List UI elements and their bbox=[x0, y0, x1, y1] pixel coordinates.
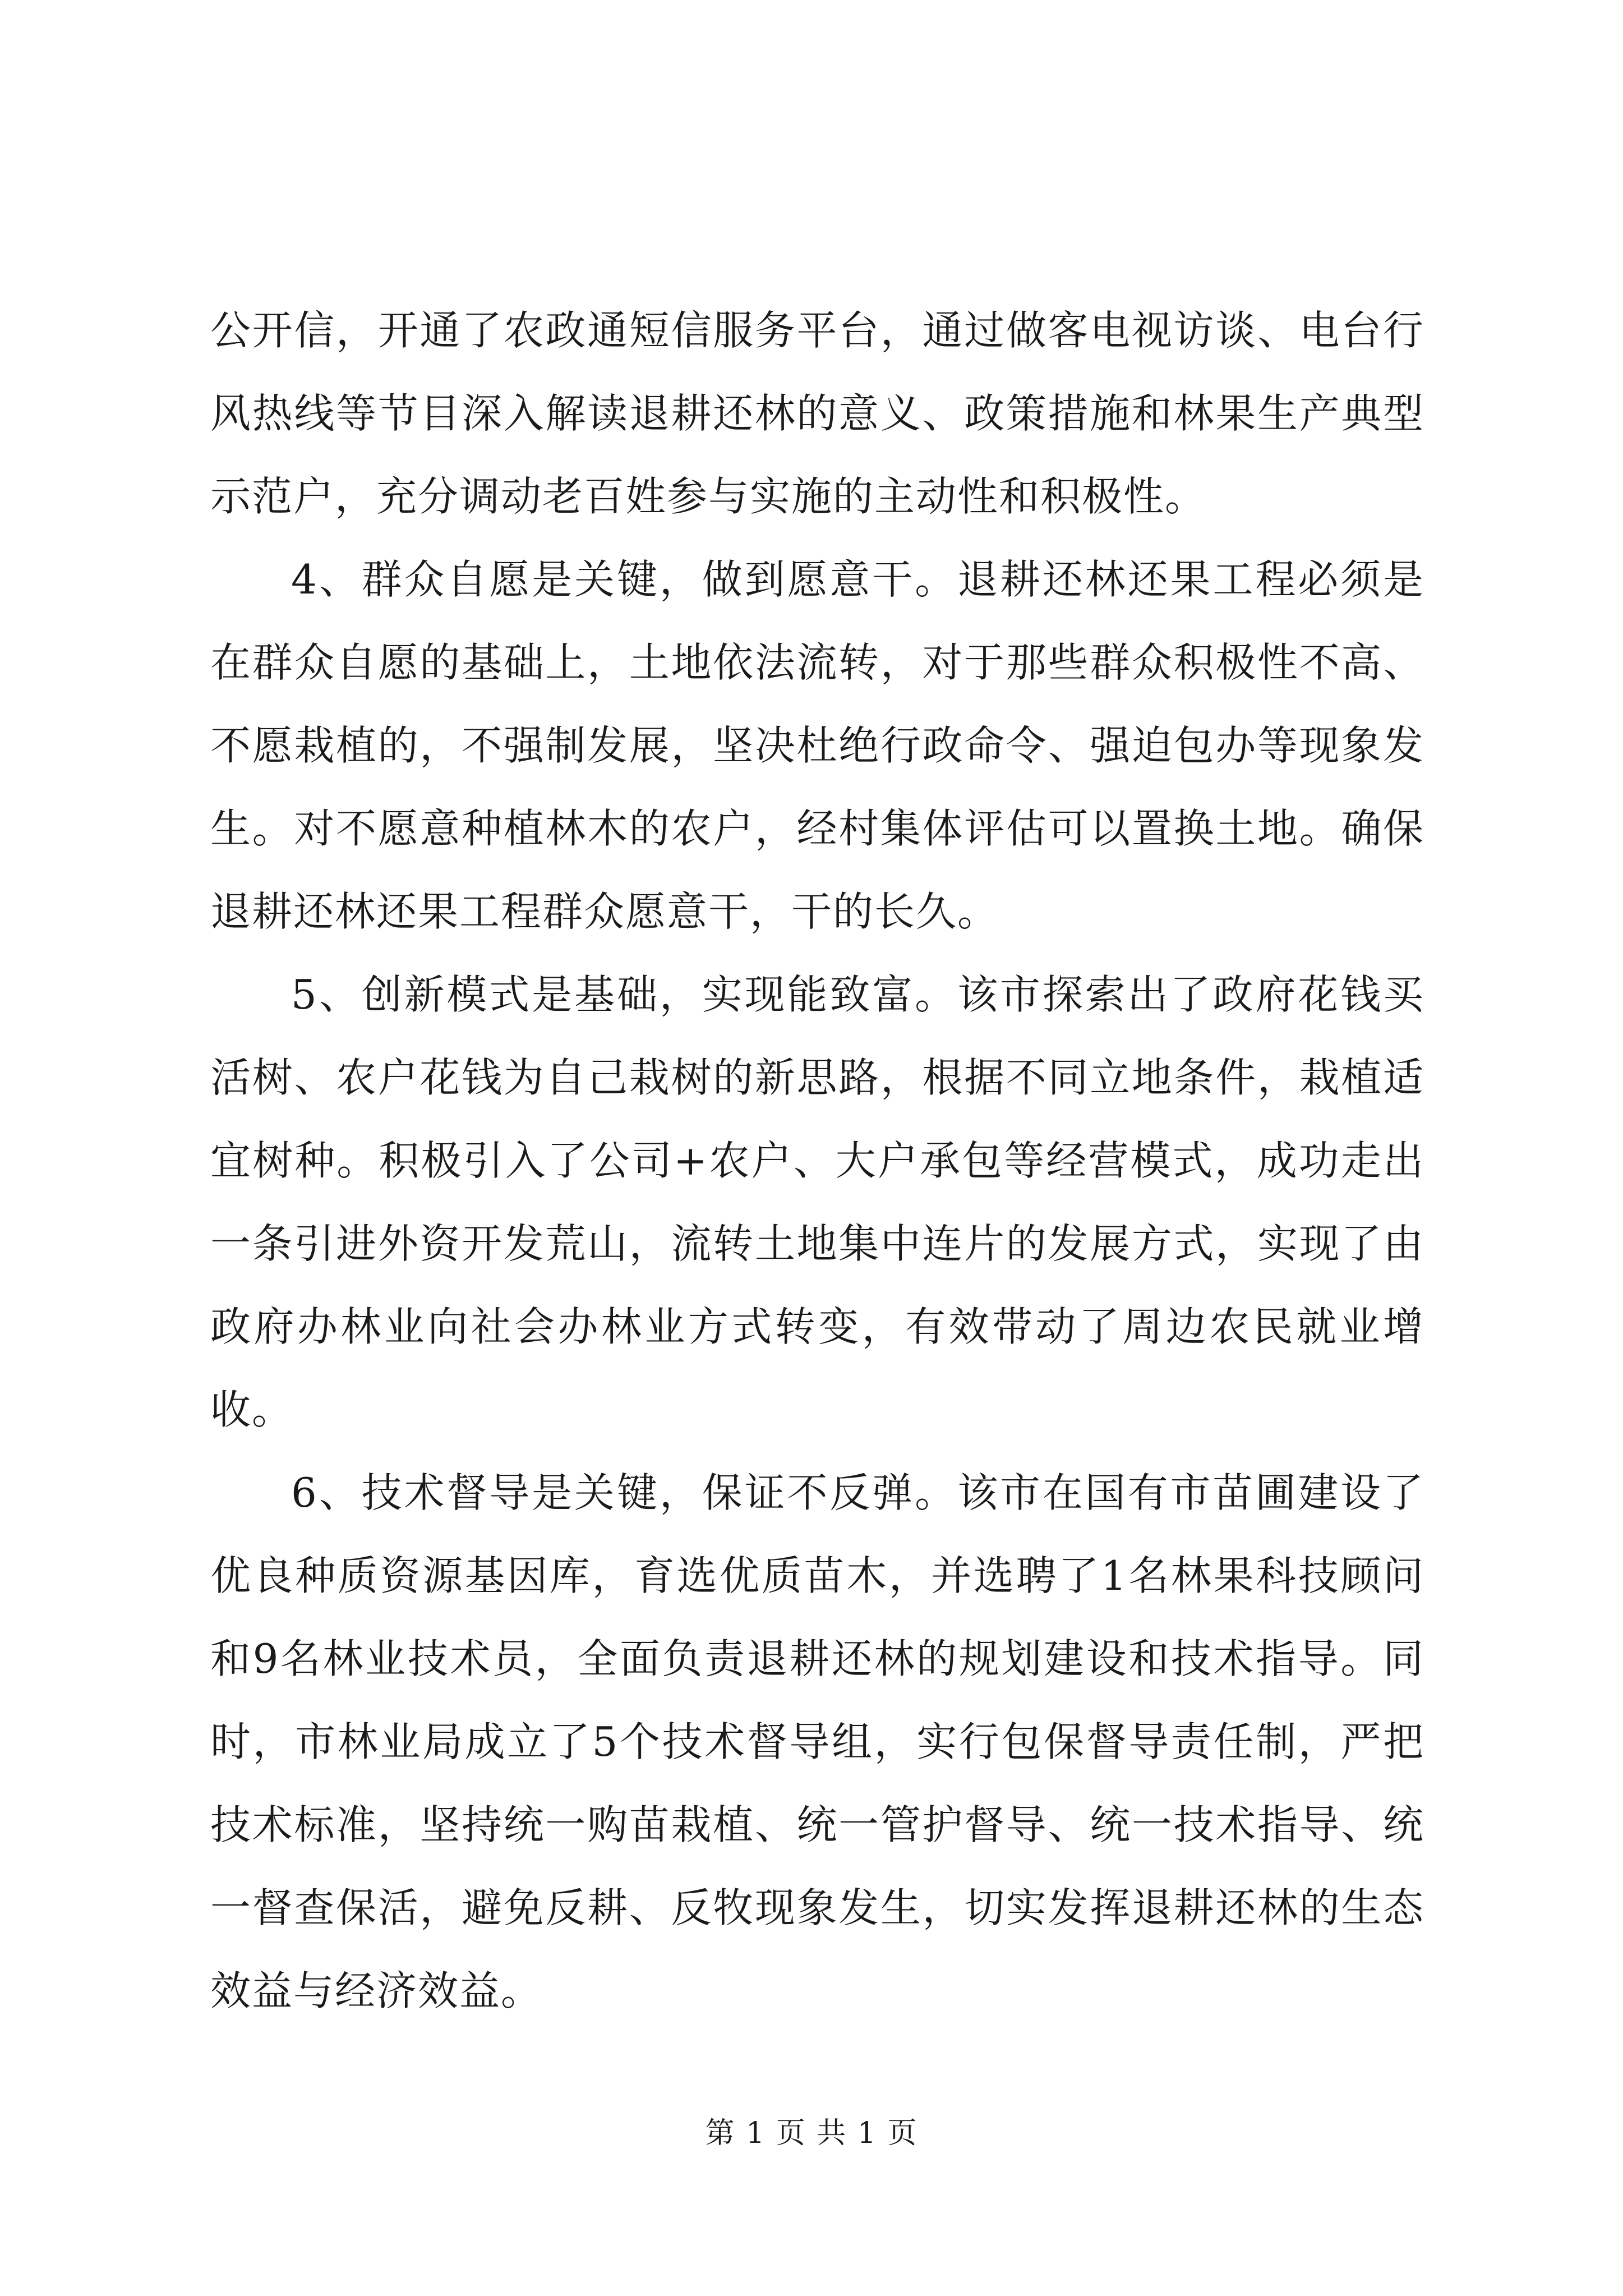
page-number-footer: 第 1 页 共 1 页 bbox=[705, 2116, 918, 2150]
paragraph-item-4: 4、群众自愿是关键，做到愿意干。退耕还林还果工程必须是在群众自愿的基础上，土地依法流转，对于那些群众积极性不高、不愿栽植的，不强制发展，坚决杜绝行政命令、强迫包办等现象发生。对不愿意种植林木的农户，经村集体评估可以置换土地。确保退耕还林还果工程群众愿意干，干的长久。 bbox=[210, 556, 1424, 935]
paragraph-continuation: 公开信，开通了农政通短信服务平台，通过做客电视访谈、电台行风热线等节目深入解读退耕还林的意义、政策措施和林果生产典型示范户，充分调动老百姓参与实施的主动性和积极性。 bbox=[210, 307, 1424, 520]
paragraph-item-6: 6、技术督导是关键，保证不反弹。该市在国有市苗圃建设了优良种质资源基因库，育选优质苗木，并选聘了1名林果科技顾问和9名林业技术员，全面负责退耕还林的规划建设和技术指导。同时，市林业局成立了5个技术督导组，实行包保督导责任制，严把技术标准，坚持统一购苗栽植、统一管护督导、统一技术指导、统一督查保活，避免反耕、反牧现象发生，切实发挥退耕还林的生态效益与经济效益。 bbox=[210, 1469, 1424, 2014]
document-body bbox=[210, 289, 1424, 2032]
paragraph-item-5: 5、创新模式是基础，实现能致富。该市探索出了政府花钱买活树、农户花钱为自己栽树的新思路，根据不同立地条件，栽植适宜树种。积极引入了公司+农户、大户承包等经营模式，成功走出一条引进外资开发荒山，流转土地集中连片的发展方式，实现了由政府办林业向社会办林业方式转变，有效带动了周边农民就业增收。 bbox=[210, 971, 1424, 1433]
